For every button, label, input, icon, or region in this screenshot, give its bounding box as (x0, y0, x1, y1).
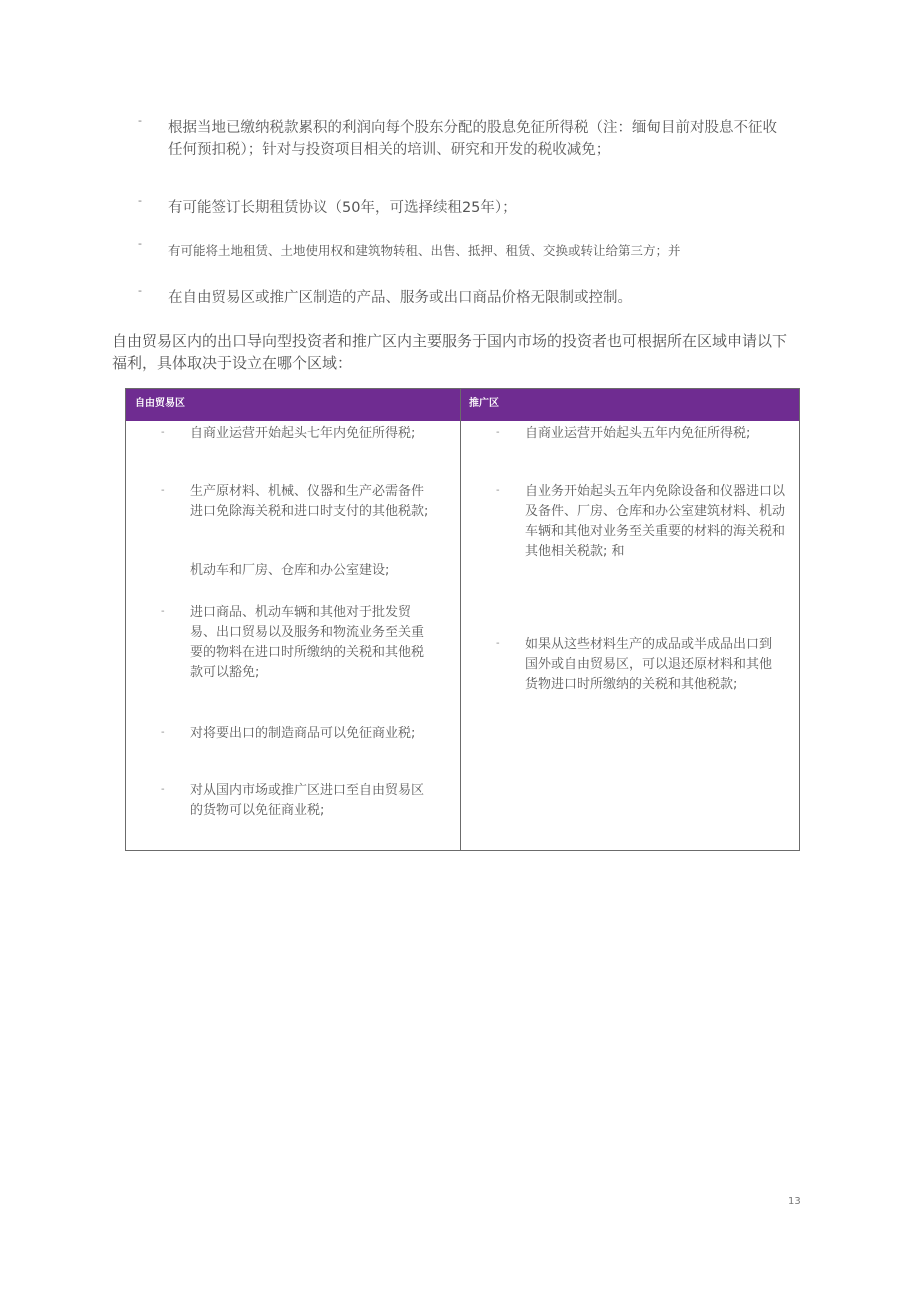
table-header-row (126, 389, 799, 421)
right-item-equipment-duty: 自业务开始起头五年内免除设备和仪器进口以及备件、厂房、仓库和办公室建筑材料、机动车辆和其他对业务至关重要的材料的海关税和其他相关税款; 和 (525, 484, 786, 559)
cell-dash: - (161, 784, 165, 795)
right-item-duty-refund: 如果从这些材料生产的成品或半成品出口到国外或自由贸易区，可以退还原材料和其他货物进口时所缴纳的关税和其他税款; (525, 637, 773, 692)
bullet-text: 根据当地已缴纳税款累积的利润向每个股东分配的股息免征所得税（注：缅甸目前对股息不征收任何预扣税）；针对与投资项目相关的培训、研究和开发的税收减免； (168, 120, 777, 158)
column-divider (460, 389, 461, 850)
intro-paragraph: 自由贸易区内的出口导向型投资者和推广区内主要服务于国内市场的投资者也可根据所在区域申请以下福利，具体取决于设立在哪个区域： (112, 332, 788, 372)
cell-dash: - (496, 638, 500, 649)
bullet-dash: - (138, 284, 142, 297)
left-item-domestic-import-tax: 对从国内市场或推广区进口至自由贸易区的货物可以免征商业税; (190, 783, 425, 818)
bullet-text: 在自由贸易区或推广区制造的产品、服务或出口商品价格无限制或控制。 (168, 290, 632, 306)
right-item-income-tax: 自商业运营开始起头五年内免征所得税; (525, 426, 751, 441)
cell-dash: - (496, 427, 500, 438)
left-item-income-tax: 自商业运营开始起头七年内免征所得税; (190, 426, 416, 441)
left-item-construction: 机动车和厂房、仓库和办公室建设; (190, 563, 390, 578)
bullet-text: 有可能签订长期租赁协议（50年，可选择续租25年）； (168, 200, 517, 216)
cell-dash: - (161, 606, 165, 617)
bullet-dash: - (138, 194, 142, 207)
left-item-export-commercial-tax: 对将要出口的制造商品可以免征商业税; (190, 726, 416, 741)
page-number: 13 (788, 1196, 801, 1207)
header-promotion-zone: 推广区 (469, 398, 499, 409)
bullet-dash: - (138, 114, 142, 127)
header-free-trade-zone: 自由贸易区 (135, 398, 185, 409)
cell-dash: - (161, 427, 165, 438)
left-item-import-duty: 生产原材料、机械、仪器和生产必需备件进口免除海关税和进口时支付的其他税款; (190, 484, 429, 519)
bullet-dash: - (138, 237, 142, 250)
left-item-trade-exemption: 进口商品、机动车辆和其他对于批发贸易、出口贸易以及服务和物流业务至关重要的物料在进口时所缴纳的关税和其他税款可以豁免; (190, 605, 425, 680)
benefits-table (125, 388, 800, 851)
cell-dash: - (161, 727, 165, 738)
cell-dash: - (161, 485, 165, 496)
cell-dash: - (496, 485, 500, 496)
bullet-text: 有可能将土地租赁、土地使用权和建筑物转租、出售、抵押、租赁、交换或转让给第三方；并 (168, 243, 681, 258)
